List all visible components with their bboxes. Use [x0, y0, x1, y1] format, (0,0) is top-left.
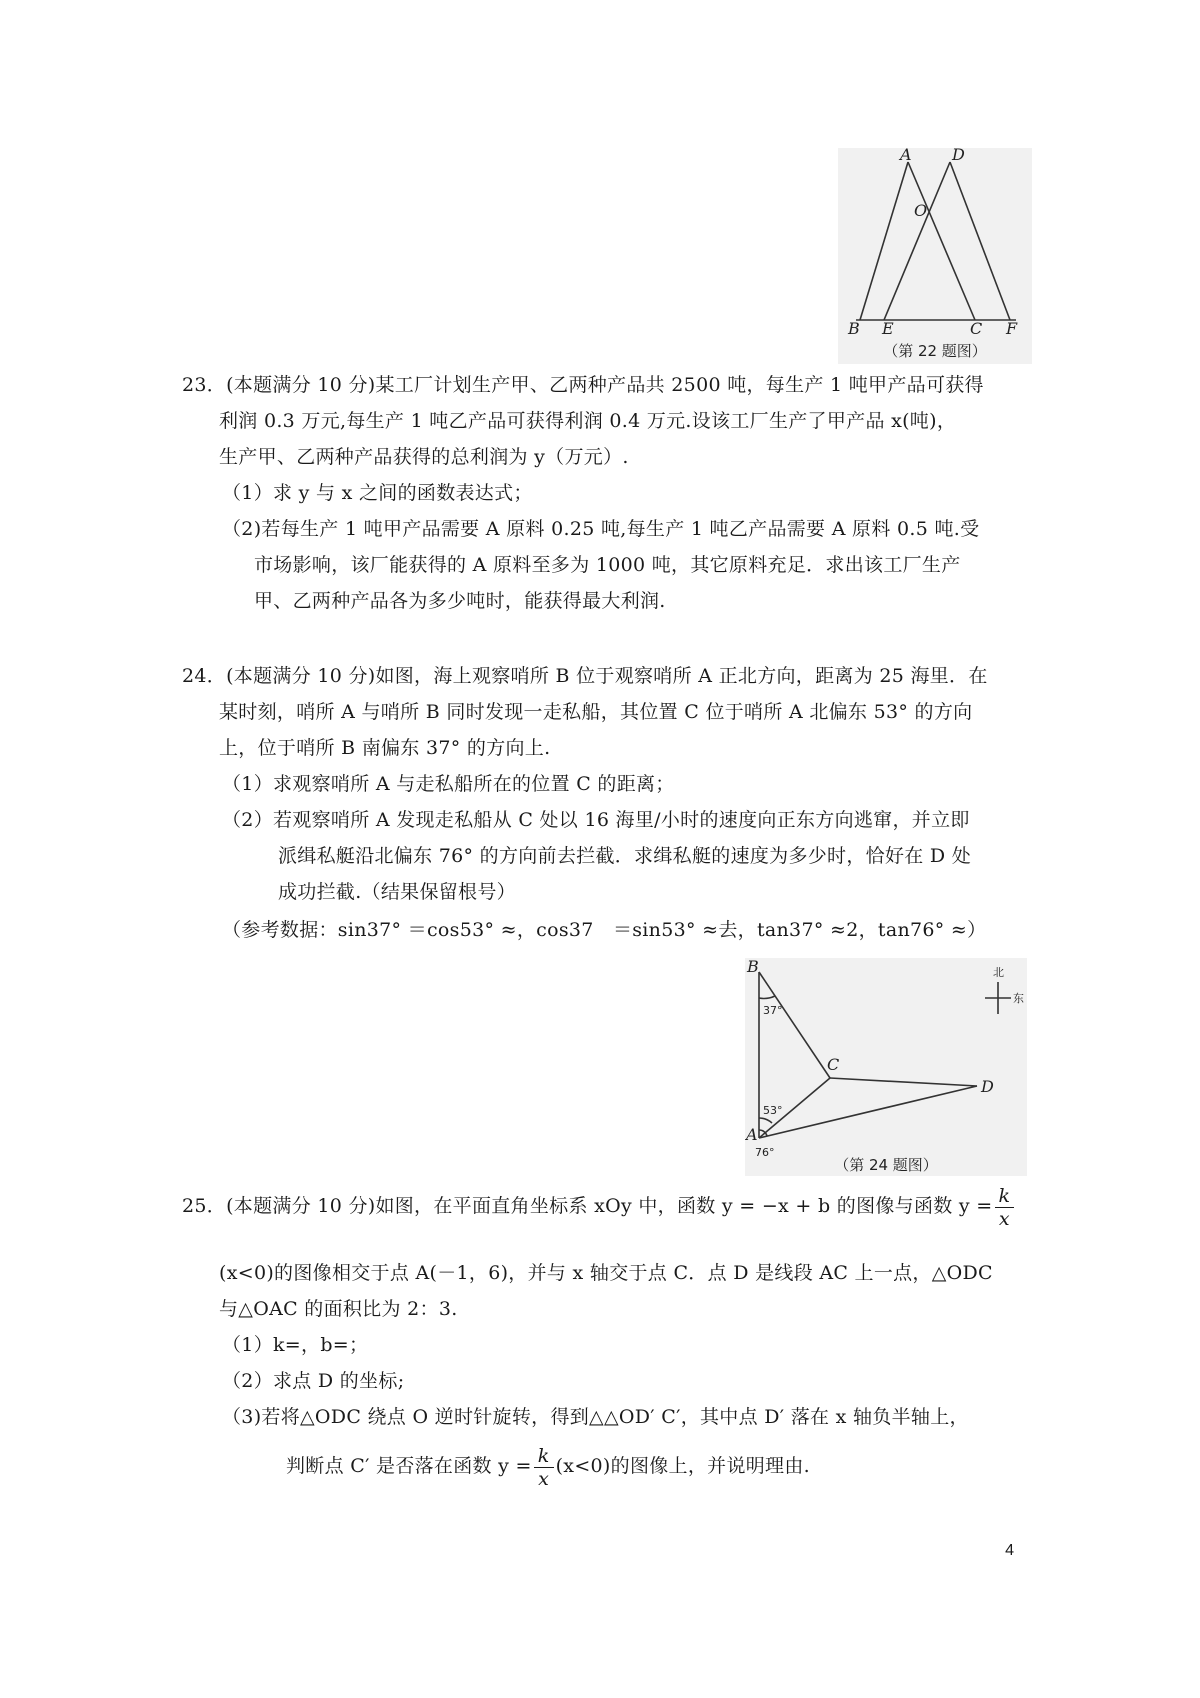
- figure-22-caption: （第 22 题图）: [883, 342, 987, 360]
- q24-line3: 上，位于哨所 B 南偏东 37° 的方向上.: [219, 737, 551, 759]
- segment-cd: [830, 1078, 977, 1086]
- label-o: O: [914, 201, 928, 220]
- label-d: D: [952, 148, 965, 164]
- q24-sub2b: 派缉私艇沿北偏东 76° 的方向前去拦截．求缉私艇的速度为多少时，恰好在 D 处: [278, 845, 972, 867]
- q25-sub2: （2）求点 D 的坐标;: [222, 1370, 405, 1392]
- segment-de: [884, 162, 950, 320]
- q24-reference-data: （参考数据：sin37° ＝cos53° ≈，cos37 ＝sin53° ≈去，tan37° ≈2，tan76° ≈）: [222, 919, 987, 941]
- angle-label-37: 37°: [763, 1004, 783, 1017]
- compass-east: 东: [1013, 992, 1024, 1005]
- page-number: 4: [1005, 1542, 1014, 1559]
- figure-22: [838, 148, 1032, 364]
- label-f: F: [1006, 319, 1018, 338]
- compass-north: 北: [993, 966, 1004, 979]
- angle-arc-a: [759, 1118, 772, 1123]
- segment-ad: [759, 1086, 977, 1138]
- angle-label-76: 76°: [755, 1146, 775, 1159]
- q24-sub2c: 成功拦截.（结果保留根号）: [278, 881, 516, 903]
- q23-line1: 23．(本题满分 10 分)某工厂计划生产甲、乙两种产品共 2500 吨，每生产 1 吨甲产品可获得: [182, 374, 984, 396]
- q25-line1-text: 25．(本题满分 10 分)如图，在平面直角坐标系 xOy 中，函数 y = −x + b 的图像与函数 y =: [182, 1195, 993, 1217]
- segment-df: [950, 162, 1010, 320]
- fraction-denominator: x: [998, 1207, 1010, 1230]
- q24-line2: 某时刻，哨所 A 与哨所 B 同时发现一走私船，其位置 C 位于哨所 A 北偏东 53° 的方向: [219, 701, 973, 723]
- q23-sub2c: 甲、乙两种产品各为多少吨时，能获得最大利润.: [254, 590, 666, 612]
- segment-ab: [860, 162, 908, 320]
- q24-sub1: （1）求观察哨所 A 与走私船所在的位置 C 的距离；: [222, 773, 675, 795]
- fraction-denominator-2: x: [538, 1467, 550, 1490]
- q23-sub1: （1）求 y 与 x 之间的函数表达式；: [222, 482, 533, 504]
- q23-sub2b: 市场影响，该厂能获得的 A 原料至多为 1000 吨，其它原料充足．求出该工厂生产: [254, 554, 961, 576]
- q25-line2: (x<0)的图像相交于点 A(－1，6)，并与 x 轴交于点 C．点 D 是线段 AC 上一点，△ODC: [219, 1262, 993, 1284]
- q25-sub3b-tail: (x<0)的图像上，并说明理由.: [555, 1455, 810, 1477]
- label-e: E: [882, 319, 894, 338]
- label-a: A: [746, 1125, 758, 1144]
- q25-sub1: （1）k=，b=；: [222, 1334, 369, 1356]
- label-c: C: [970, 319, 983, 338]
- fraction-numerator-2: k: [534, 1445, 554, 1468]
- q24-line1: 24．(本题满分 10 分)如图，海上观察哨所 B 位于观察哨所 A 正北方向，距离为 25 海里．在: [182, 665, 988, 687]
- q25-line1: [182, 1184, 1016, 1230]
- figure-24-diagram: [745, 958, 1027, 1176]
- q23-sub2a: （2)若每生产 1 吨甲产品需要 A 原料 0.25 吨,每生产 1 吨乙产品需要 A 原料 0.5 吨.受: [222, 518, 980, 540]
- label-b: B: [747, 958, 759, 976]
- label-d: D: [981, 1077, 994, 1096]
- fraction-numerator: k: [995, 1185, 1015, 1208]
- angle-label-53: 53°: [763, 1104, 783, 1117]
- q24-sub2a: （2）若观察哨所 A 发现走私船从 C 处以 16 海里/小时的速度向正东方向逃窜，并立即: [222, 809, 970, 831]
- figure-22-diagram: [838, 148, 1032, 364]
- q25-sub3: （3)若将△ODC 绕点 O 逆时针旋转，得到△△OD′ C′，其中点 D′ 落在 x 轴负半轴上，: [222, 1406, 969, 1428]
- label-c: C: [827, 1055, 840, 1074]
- figure-24: [745, 958, 1027, 1176]
- segment-bc: [759, 972, 830, 1078]
- segment-ac: [908, 162, 975, 320]
- label-a: A: [900, 148, 912, 164]
- q23-line2: 利润 0.3 万元,每生产 1 吨乙产品可获得利润 0.4 万元.设该工厂生产了甲产品 x(吨)，: [219, 410, 957, 432]
- q23-line3: 生产甲、乙两种产品获得的总利润为 y（万元）.: [219, 446, 629, 468]
- label-b: B: [848, 319, 860, 338]
- fraction-k-over-x-2: [534, 1445, 554, 1490]
- angle-arc-b: [759, 996, 775, 998]
- q25-line3: 与△OAC 的面积比为 2：3.: [219, 1298, 458, 1320]
- fraction-k-over-x: [995, 1185, 1015, 1230]
- q25-sub3b: [286, 1444, 810, 1490]
- q25-sub3b-text: 判断点 C′ 是否落在函数 y =: [286, 1455, 532, 1477]
- figure-24-caption: （第 24 题图）: [834, 1156, 938, 1174]
